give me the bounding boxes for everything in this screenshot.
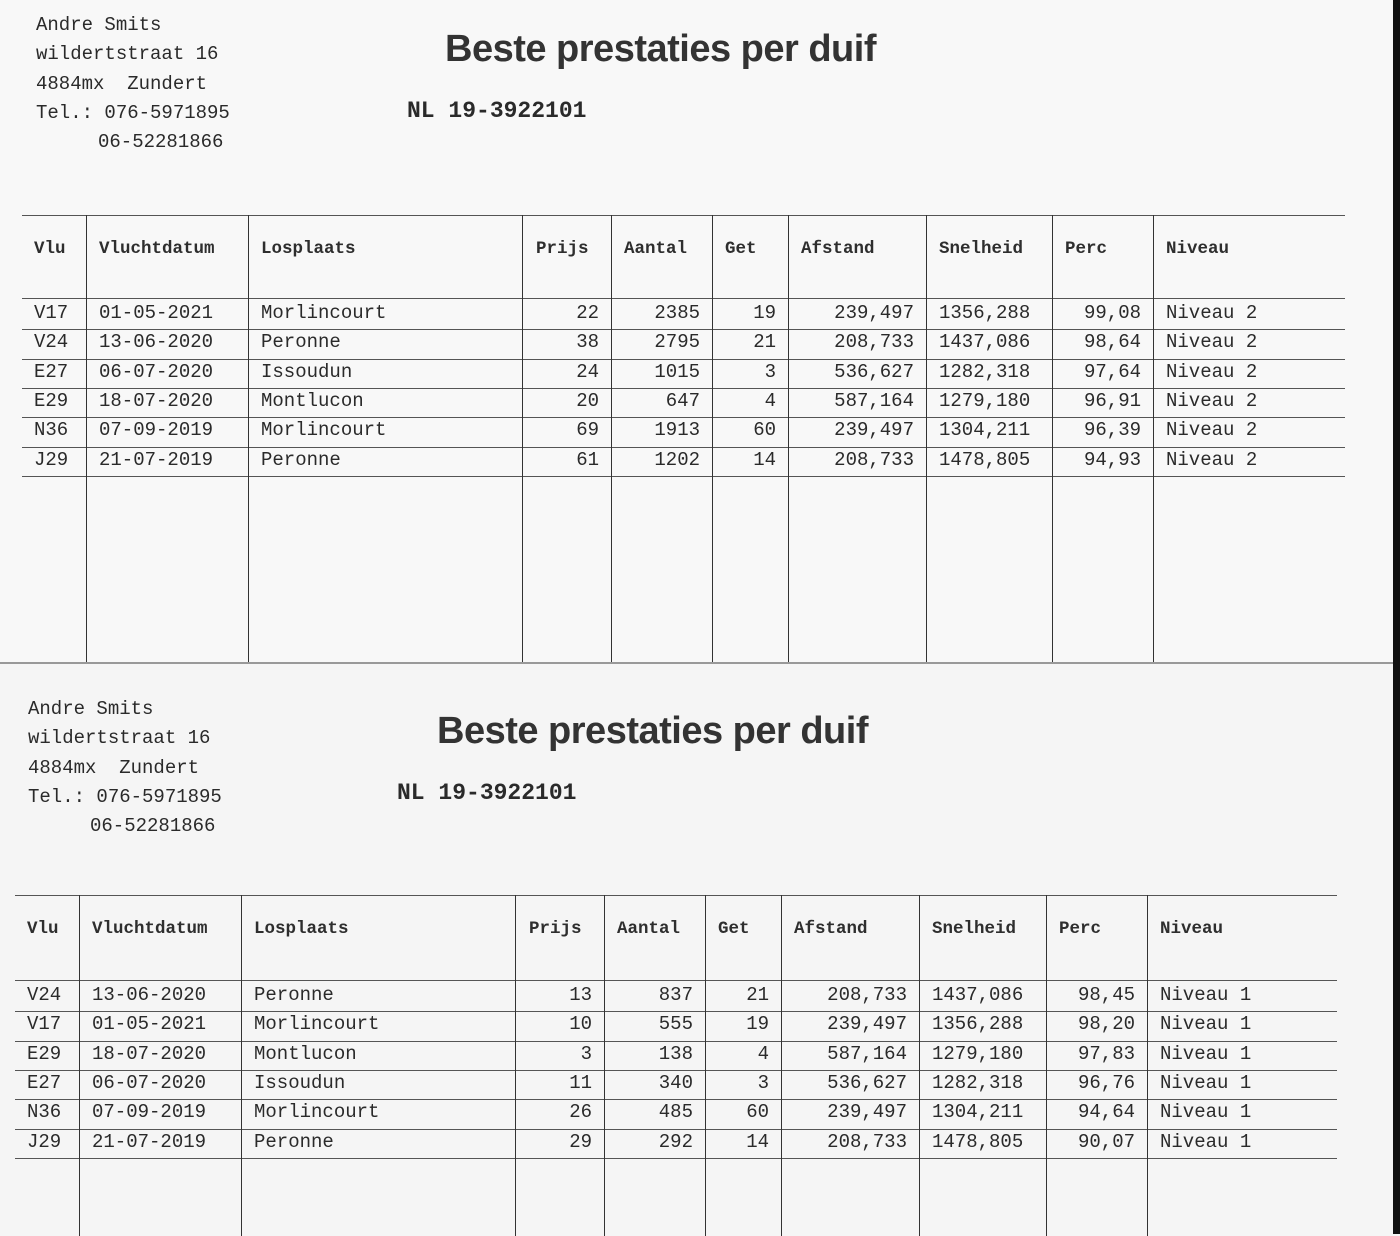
- cell-snelheid: 1279,180: [932, 1042, 1024, 1065]
- column-header-vluchtdatum: Vluchtdatum: [92, 919, 208, 939]
- row-divider: [22, 329, 1345, 330]
- cell-get: 14: [753, 448, 776, 471]
- column-header-losplaats: Losplaats: [254, 919, 349, 939]
- cell-perc: 96,39: [1083, 419, 1141, 442]
- column-divider: [926, 215, 927, 662]
- header-bottom-line: [15, 980, 1337, 981]
- address-phone2: 06-52281866: [98, 131, 224, 154]
- row-divider: [15, 1011, 1337, 1012]
- cell-vlu: N36: [34, 419, 69, 442]
- address-city: 4884mx Zundert: [28, 756, 200, 779]
- cell-snelheid: 1282,318: [932, 1071, 1024, 1094]
- cell-vlu: N36: [27, 1101, 62, 1124]
- cell-losplaats: Morlincourt: [261, 419, 387, 442]
- cell-perc: 97,83: [1077, 1042, 1135, 1065]
- cell-prijs: 61: [576, 448, 599, 471]
- cell-aantal: 555: [658, 1013, 693, 1036]
- cell-niveau: Niveau 2: [1166, 448, 1258, 471]
- cell-get: 19: [746, 1013, 769, 1036]
- cell-afstand: 239,497: [834, 302, 914, 324]
- cell-afstand: 208,733: [834, 448, 914, 471]
- column-header-aantal: Aantal: [624, 239, 688, 259]
- cell-snelheid: 1437,086: [932, 984, 1024, 1006]
- address-phone2: 06-52281866: [90, 815, 216, 838]
- column-header-prijs: Prijs: [529, 919, 582, 939]
- address-phone1: Tel.: 076-5971895: [36, 101, 230, 124]
- column-divider: [241, 895, 242, 1236]
- cell-perc: 97,64: [1083, 360, 1141, 383]
- column-header-vlu: Vlu: [34, 239, 66, 259]
- cell-vlu: V24: [27, 984, 62, 1006]
- cell-get: 4: [764, 389, 776, 412]
- cell-vluchtdatum: 13-06-2020: [92, 984, 207, 1006]
- cell-get: 14: [746, 1130, 769, 1153]
- cell-prijs: 3: [580, 1042, 592, 1065]
- cell-prijs: 10: [569, 1013, 592, 1036]
- cell-prijs: 22: [576, 302, 599, 324]
- column-divider: [515, 895, 516, 1236]
- cell-snelheid: 1478,805: [932, 1130, 1024, 1153]
- cell-snelheid: 1478,805: [939, 448, 1031, 471]
- row-divider: [15, 1041, 1337, 1042]
- cell-losplaats: Peronne: [254, 1130, 334, 1153]
- cell-niveau: Niveau 1: [1160, 984, 1252, 1006]
- column-header-vlu: Vlu: [27, 919, 59, 939]
- cell-losplaats: Peronne: [254, 984, 334, 1006]
- row-divider: [15, 1158, 1337, 1159]
- column-divider: [1153, 215, 1154, 662]
- cell-vlu: V17: [34, 302, 69, 324]
- column-header-niveau: Niveau: [1160, 919, 1224, 939]
- cell-vlu: J29: [34, 448, 69, 471]
- cell-get: 4: [757, 1042, 769, 1065]
- cell-vluchtdatum: 06-07-2020: [92, 1071, 207, 1094]
- column-header-vluchtdatum: Vluchtdatum: [99, 239, 215, 259]
- cell-get: 21: [746, 984, 769, 1006]
- cell-aantal: 2795: [654, 331, 700, 354]
- scan-edge: [1393, 0, 1400, 1234]
- cell-niveau: Niveau 1: [1160, 1013, 1252, 1036]
- column-header-snelheid: Snelheid: [939, 239, 1024, 259]
- cell-losplaats: Montlucon: [254, 1042, 357, 1065]
- cell-afstand: 536,627: [834, 360, 914, 383]
- cell-vlu: V17: [27, 1013, 62, 1036]
- cell-snelheid: 1304,211: [932, 1101, 1024, 1124]
- cell-niveau: Niveau 2: [1166, 331, 1258, 354]
- cell-prijs: 13: [569, 984, 592, 1006]
- cell-vlu: V24: [34, 331, 69, 354]
- cell-perc: 98,45: [1077, 984, 1135, 1006]
- column-divider: [919, 895, 920, 1236]
- address-city: 4884mx Zundert: [36, 72, 208, 95]
- address-street: wildertstraat 16: [36, 43, 219, 66]
- page-title: Beste prestaties per duif: [437, 710, 868, 752]
- row-divider: [15, 1129, 1337, 1130]
- cell-aantal: 1913: [654, 419, 700, 442]
- cell-niveau: Niveau 1: [1160, 1130, 1252, 1153]
- cell-aantal: 837: [658, 984, 693, 1006]
- cell-vlu: E27: [27, 1071, 62, 1094]
- cell-vlu: J29: [27, 1130, 62, 1153]
- cell-perc: 98,64: [1083, 331, 1141, 354]
- table-top-line: [22, 215, 1345, 216]
- column-header-losplaats: Losplaats: [261, 239, 356, 259]
- column-header-perc: Perc: [1065, 239, 1108, 259]
- table-top-line: [15, 895, 1337, 896]
- cell-losplaats: Issoudun: [254, 1071, 346, 1094]
- column-divider: [705, 895, 706, 1236]
- column-header-niveau: Niveau: [1166, 239, 1230, 259]
- row-divider: [22, 447, 1345, 448]
- cell-vluchtdatum: 06-07-2020: [99, 360, 214, 383]
- cell-aantal: 1015: [654, 360, 700, 383]
- cell-vlu: E29: [27, 1042, 62, 1065]
- cell-get: 3: [764, 360, 776, 383]
- cell-niveau: Niveau 1: [1160, 1071, 1252, 1094]
- cell-losplaats: Issoudun: [261, 360, 353, 383]
- cell-prijs: 11: [569, 1071, 592, 1094]
- cell-snelheid: 1356,288: [939, 302, 1031, 324]
- cell-snelheid: 1279,180: [939, 389, 1031, 412]
- row-divider: [22, 388, 1345, 389]
- row-divider: [15, 1070, 1337, 1071]
- cell-perc: 94,93: [1083, 448, 1141, 471]
- cell-niveau: Niveau 2: [1166, 302, 1258, 324]
- cell-snelheid: 1437,086: [939, 331, 1031, 354]
- cell-vluchtdatum: 21-07-2019: [99, 448, 214, 471]
- cell-get: 60: [746, 1101, 769, 1124]
- ring-number: NL 19-3922101: [407, 98, 587, 124]
- cell-prijs: 29: [569, 1130, 592, 1153]
- cell-perc: 98,20: [1077, 1013, 1135, 1036]
- header-bottom-line: [22, 298, 1345, 299]
- cell-snelheid: 1304,211: [939, 419, 1031, 442]
- cell-get: 3: [757, 1071, 769, 1094]
- cell-get: 21: [753, 331, 776, 354]
- cell-vluchtdatum: 07-09-2019: [92, 1101, 207, 1124]
- column-divider: [1147, 895, 1148, 1236]
- cell-vluchtdatum: 07-09-2019: [99, 419, 214, 442]
- row-divider: [15, 1099, 1337, 1100]
- cell-afstand: 587,164: [827, 1042, 907, 1065]
- column-divider: [1046, 895, 1047, 1236]
- cell-losplaats: Morlincourt: [254, 1013, 380, 1036]
- cell-vluchtdatum: 13-06-2020: [99, 331, 214, 354]
- cell-prijs: 26: [569, 1101, 592, 1124]
- row-divider: [22, 359, 1345, 360]
- column-header-prijs: Prijs: [536, 239, 589, 259]
- address-name: Andre Smits: [36, 14, 162, 36]
- cell-perc: 96,91: [1083, 389, 1141, 412]
- cell-niveau: Niveau 1: [1160, 1042, 1252, 1065]
- cell-niveau: Niveau 2: [1166, 360, 1258, 383]
- cell-snelheid: 1356,288: [932, 1013, 1024, 1036]
- column-header-get: Get: [718, 919, 750, 939]
- cell-losplaats: Peronne: [261, 331, 341, 354]
- cell-get: 19: [753, 302, 776, 324]
- cell-snelheid: 1282,318: [939, 360, 1031, 383]
- column-header-get: Get: [725, 239, 757, 259]
- column-divider: [248, 215, 249, 662]
- cell-afstand: 536,627: [827, 1071, 907, 1094]
- cell-vluchtdatum: 01-05-2021: [92, 1013, 207, 1036]
- address-name: Andre Smits: [28, 698, 154, 720]
- column-header-perc: Perc: [1059, 919, 1102, 939]
- cell-afstand: 239,497: [827, 1013, 907, 1036]
- cell-get: 60: [753, 419, 776, 442]
- column-divider: [781, 895, 782, 1236]
- cell-vluchtdatum: 18-07-2020: [99, 389, 214, 412]
- cell-vlu: E29: [34, 389, 69, 412]
- column-header-aantal: Aantal: [617, 919, 681, 939]
- sheet-niveau-1: [0, 662, 1393, 1236]
- cell-aantal: 1202: [654, 448, 700, 471]
- cell-losplaats: Peronne: [261, 448, 341, 471]
- cell-prijs: 20: [576, 389, 599, 412]
- cell-vlu: E27: [34, 360, 69, 383]
- cell-afstand: 208,733: [827, 1130, 907, 1153]
- sender-address: [28, 695, 222, 841]
- cell-aantal: 292: [658, 1130, 693, 1153]
- cell-aantal: 647: [665, 389, 700, 412]
- cell-afstand: 208,733: [827, 984, 907, 1006]
- cell-prijs: 69: [576, 419, 599, 442]
- cell-aantal: 485: [658, 1101, 693, 1124]
- column-divider: [604, 895, 605, 1236]
- cell-prijs: 38: [576, 331, 599, 354]
- ring-number: NL 19-3922101: [397, 780, 577, 806]
- cell-losplaats: Morlincourt: [254, 1101, 380, 1124]
- cell-afstand: 239,497: [827, 1101, 907, 1124]
- column-header-afstand: Afstand: [794, 919, 868, 939]
- cell-vluchtdatum: 21-07-2019: [92, 1130, 207, 1153]
- cell-vluchtdatum: 18-07-2020: [92, 1042, 207, 1065]
- column-header-afstand: Afstand: [801, 239, 875, 259]
- address-street: wildertstraat 16: [28, 727, 211, 750]
- cell-aantal: 138: [658, 1042, 693, 1065]
- cell-perc: 90,07: [1077, 1130, 1135, 1153]
- cell-perc: 94,64: [1077, 1101, 1135, 1124]
- column-divider: [86, 215, 87, 662]
- cell-vluchtdatum: 01-05-2021: [99, 302, 214, 324]
- column-header-snelheid: Snelheid: [932, 919, 1017, 939]
- cell-niveau: Niveau 1: [1160, 1101, 1252, 1124]
- cell-aantal: 340: [658, 1071, 693, 1094]
- cell-afstand: 587,164: [834, 389, 914, 412]
- address-phone1: Tel.: 076-5971895: [28, 785, 222, 808]
- row-divider: [22, 476, 1345, 477]
- cell-niveau: Niveau 2: [1166, 419, 1258, 442]
- column-divider: [79, 895, 80, 1236]
- cell-afstand: 208,733: [834, 331, 914, 354]
- sender-address: [36, 11, 230, 157]
- page-title: Beste prestaties per duif: [445, 28, 876, 70]
- cell-losplaats: Morlincourt: [261, 302, 387, 324]
- cell-losplaats: Montlucon: [261, 389, 364, 412]
- cell-perc: 99,08: [1083, 302, 1141, 324]
- cell-niveau: Niveau 2: [1166, 389, 1258, 412]
- cell-afstand: 239,497: [834, 419, 914, 442]
- cell-prijs: 24: [576, 360, 599, 383]
- cell-perc: 96,76: [1077, 1071, 1135, 1094]
- cell-aantal: 2385: [654, 302, 700, 324]
- row-divider: [22, 417, 1345, 418]
